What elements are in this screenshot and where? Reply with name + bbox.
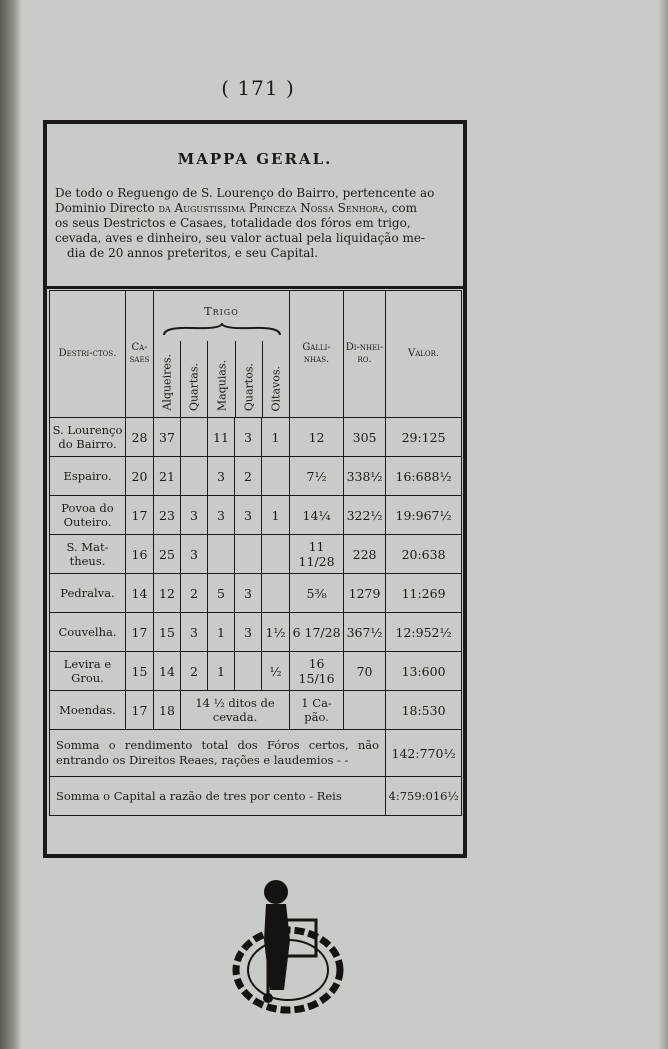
row-gallinhas: 14¼ xyxy=(290,496,344,535)
row-alqueires: 37 xyxy=(154,418,181,457)
header-valor: Valor. xyxy=(386,291,462,418)
row-casaes: 16 xyxy=(126,535,154,574)
row-valor: 16:688½ xyxy=(386,457,462,496)
row-alqueires: 23 xyxy=(154,496,181,535)
row-casaes: 20 xyxy=(126,457,154,496)
table-row-moendas xyxy=(50,691,462,730)
row-maquias: 11 xyxy=(208,418,235,457)
desc-line-2-post: , com xyxy=(384,201,418,215)
library-stamp-icon xyxy=(228,870,348,1020)
row-dinheiro xyxy=(344,691,386,730)
desc-line-3: os seus Destrictos e Casaes, totalidade dos fóros em trigo, xyxy=(55,216,411,230)
row-valor: 13:600 xyxy=(386,652,462,691)
header-trigo: Trigo xyxy=(204,305,239,318)
row-maquias: 3 xyxy=(208,496,235,535)
row-gallinhas: 11 11/28 xyxy=(290,535,344,574)
row-casaes: 15 xyxy=(126,652,154,691)
row-quartas: 3 xyxy=(181,496,208,535)
ledger-table xyxy=(49,290,462,816)
row-dinheiro: 1279 xyxy=(344,574,386,613)
summary-row-total xyxy=(50,730,462,777)
row-name: Moendas. xyxy=(50,691,126,730)
header-alqueires: Alqueires. xyxy=(160,354,174,411)
map-title: MAPPA GERAL. xyxy=(177,150,333,168)
table-row xyxy=(50,652,462,691)
row-quartos: 3 xyxy=(235,496,262,535)
row-valor: 12:952½ xyxy=(386,613,462,652)
header-quartos: Quartos. xyxy=(242,362,256,411)
row-alqueires: 18 xyxy=(154,691,181,730)
row-cevada: 14 ½ ditos de cevada. xyxy=(181,691,290,730)
summary-total-text: Somma o rendimento total dos Fóros certos, não entrando os Direitos Reaes, rações e laudemios - - xyxy=(50,730,386,777)
table-row xyxy=(50,535,462,574)
page-binding-shadow xyxy=(0,0,22,1049)
row-name: Couvelha. xyxy=(50,613,126,652)
row-dinheiro: 367½ xyxy=(344,613,386,652)
brace-icon xyxy=(162,323,282,337)
table-row xyxy=(50,496,462,535)
row-oitavos xyxy=(262,457,290,496)
page-number: ( 171 ) xyxy=(221,76,295,100)
table-frame xyxy=(43,120,467,858)
row-maquias xyxy=(208,535,235,574)
row-dinheiro: 70 xyxy=(344,652,386,691)
desc-line-2-sc: da Augustissima Princeza Nossa Senhora xyxy=(158,201,385,215)
header-trigo-group xyxy=(154,291,290,418)
header-quartas: Quartas. xyxy=(187,362,201,411)
table-row xyxy=(50,613,462,652)
row-alqueires: 14 xyxy=(154,652,181,691)
row-alqueires: 21 xyxy=(154,457,181,496)
row-valor: 18:530 xyxy=(386,691,462,730)
desc-line-1: De todo o Reguengo de S. Lourenço do Bairro, pertencente ao xyxy=(55,186,435,200)
row-quartos xyxy=(235,652,262,691)
header-row xyxy=(50,291,462,418)
row-quartas: 2 xyxy=(181,652,208,691)
row-name: Povoa do Outeiro. xyxy=(50,496,126,535)
table-header-box xyxy=(47,124,463,289)
desc-line-5: dia de 20 annos preteritos, e seu Capital. xyxy=(67,246,319,260)
summary-capital-value: 4:759:016½ xyxy=(386,777,462,816)
row-gallinhas: 7½ xyxy=(290,457,344,496)
row-alqueires: 15 xyxy=(154,613,181,652)
row-quartos: 3 xyxy=(235,613,262,652)
summary-row-capital xyxy=(50,777,462,816)
header-gallinhas: Galli-nhas. xyxy=(290,291,344,418)
row-dinheiro: 338½ xyxy=(344,457,386,496)
row-name: Pedralva. xyxy=(50,574,126,613)
row-casaes: 17 xyxy=(126,613,154,652)
row-oitavos xyxy=(262,535,290,574)
row-valor: 11:269 xyxy=(386,574,462,613)
row-valor: 20:638 xyxy=(386,535,462,574)
table-row xyxy=(50,574,462,613)
header-oitavos: Oitavos. xyxy=(269,365,283,411)
row-gallinhas: 5⅜ xyxy=(290,574,344,613)
row-name: S. Lourenço do Bairro. xyxy=(50,418,126,457)
row-quartas xyxy=(181,457,208,496)
header-destrictos: Destri-ctos. xyxy=(50,291,126,418)
row-maquias: 1 xyxy=(208,613,235,652)
row-quartas: 3 xyxy=(181,613,208,652)
table-row xyxy=(50,418,462,457)
summary-total-value: 142:770½ xyxy=(386,730,462,777)
summary-capital-text: Somma o Capital a razão de tres por cento - Reis xyxy=(50,777,386,816)
table-row xyxy=(50,457,462,496)
row-oitavos: 1 xyxy=(262,418,290,457)
row-dinheiro: 305 xyxy=(344,418,386,457)
header-dinheiro: Di-nhei-ro. xyxy=(344,291,386,418)
map-description xyxy=(55,186,463,261)
row-gallinhas: 16 15/16 xyxy=(290,652,344,691)
page-edge-shadow xyxy=(658,0,668,1049)
header-casaes: Ca-saes xyxy=(126,291,154,418)
row-alqueires: 25 xyxy=(154,535,181,574)
row-casaes: 28 xyxy=(126,418,154,457)
row-maquias: 3 xyxy=(208,457,235,496)
desc-line-2-pre: Dominio Directo xyxy=(55,201,159,215)
row-casaes: 17 xyxy=(126,691,154,730)
row-dinheiro: 322½ xyxy=(344,496,386,535)
row-name: Levira e Grou. xyxy=(50,652,126,691)
row-oitavos xyxy=(262,574,290,613)
row-maquias: 5 xyxy=(208,574,235,613)
row-quartos xyxy=(235,535,262,574)
row-maquias: 1 xyxy=(208,652,235,691)
row-quartos: 2 xyxy=(235,457,262,496)
row-alqueires: 12 xyxy=(154,574,181,613)
row-quartos: 3 xyxy=(235,418,262,457)
row-oitavos: 1 xyxy=(262,496,290,535)
row-gallinhas: 12 xyxy=(290,418,344,457)
row-quartos: 3 xyxy=(235,574,262,613)
desc-line-4: cevada, aves e dinheiro, seu valor actual pela liquidação me- xyxy=(55,231,426,245)
row-name: S. Mat-theus. xyxy=(50,535,126,574)
row-valor: 29:125 xyxy=(386,418,462,457)
row-oitavos: ½ xyxy=(262,652,290,691)
row-name: Espairo. xyxy=(50,457,126,496)
row-casaes: 14 xyxy=(126,574,154,613)
row-dinheiro: 228 xyxy=(344,535,386,574)
row-valor: 19:967½ xyxy=(386,496,462,535)
header-maquias: Maquias. xyxy=(215,359,229,411)
row-gallinhas: 6 17/28 xyxy=(290,613,344,652)
row-oitavos: 1½ xyxy=(262,613,290,652)
row-casaes: 17 xyxy=(126,496,154,535)
row-quartas: 2 xyxy=(181,574,208,613)
row-gallinhas: 1 Ca-pão. xyxy=(290,691,344,730)
row-quartas: 3 xyxy=(181,535,208,574)
row-quartas xyxy=(181,418,208,457)
